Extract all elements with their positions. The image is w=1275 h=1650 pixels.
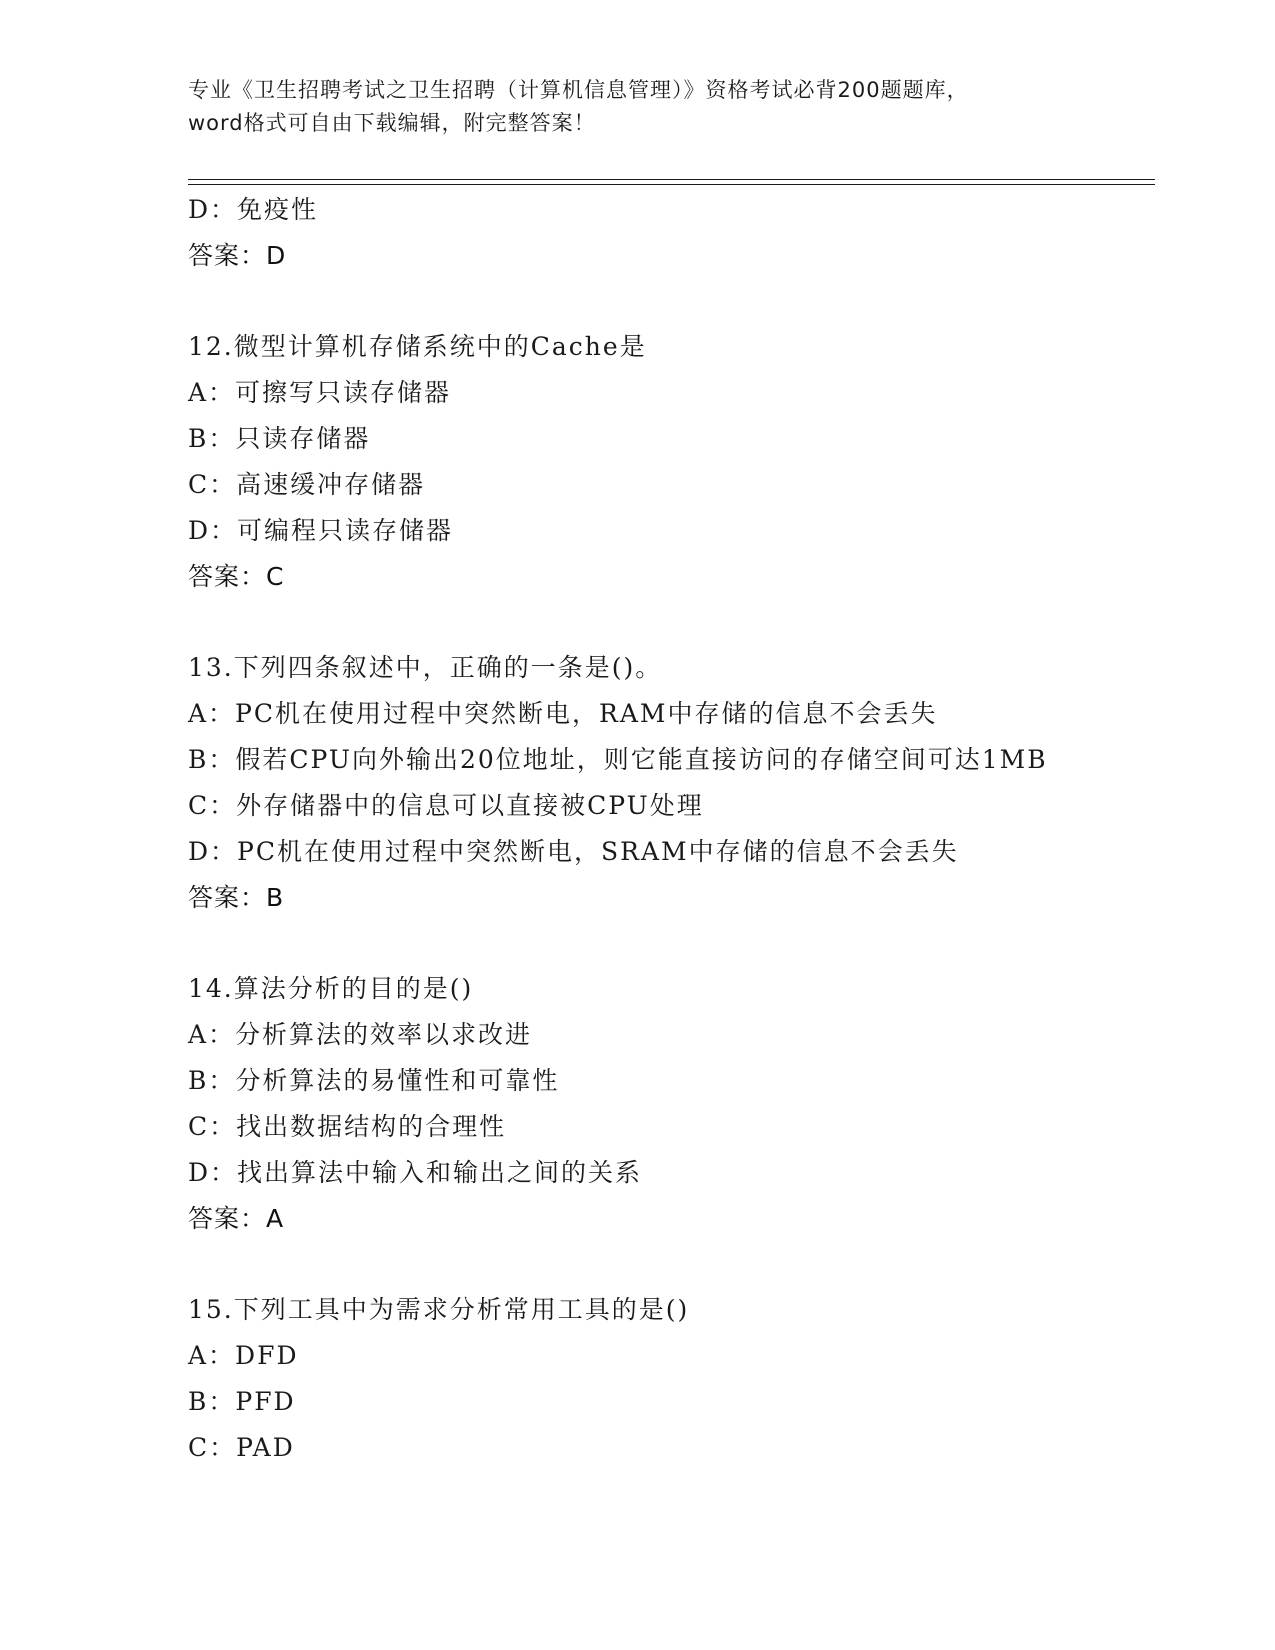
spacer — [188, 600, 1148, 645]
document-header — [188, 74, 1088, 140]
question-12-answer: 答案：C — [188, 562, 285, 591]
question-13-option-a: A：PC机在使用过程中突然断电，RAM中存储的信息不会丢失 — [188, 699, 938, 728]
question-14-option-c: C：找出数据结构的合理性 — [188, 1112, 507, 1141]
question-12-option-b: B：只读存储器 — [188, 424, 371, 453]
question-15-option-b: B：PFD — [188, 1387, 296, 1416]
question-14-stem: 14.算法分析的目的是() — [188, 974, 474, 1003]
question-14-option-b: B：分析算法的易懂性和可靠性 — [188, 1066, 560, 1095]
header-title-line-1: 专业《卫生招聘考试之卫生招聘（计算机信息管理）》资格考试必背200题题库， — [188, 78, 969, 102]
question-15-option-c: C：PAD — [188, 1433, 295, 1462]
question-13-answer: 答案：B — [188, 883, 285, 912]
question-14 — [188, 966, 1148, 1242]
question-14-option-a: A：分析算法的效率以求改进 — [188, 1020, 533, 1049]
question-12-option-c: C：高速缓冲存储器 — [188, 470, 426, 499]
question-11-tail — [188, 187, 1148, 279]
question-15-stem: 15.下列工具中为需求分析常用工具的是() — [188, 1295, 690, 1324]
question-12-option-a: A：可擦写只读存储器 — [188, 378, 452, 407]
header-divider-top — [188, 179, 1155, 180]
header-title-line-2: word格式可自由下载编辑，附完整答案！ — [188, 111, 596, 135]
question-15 — [188, 1287, 1148, 1471]
question-13-option-b: B：假若CPU向外输出20位地址，则它能直接访问的存储空间可达1MB — [188, 745, 1048, 774]
spacer — [188, 279, 1148, 324]
question-14-answer: 答案：A — [188, 1204, 285, 1233]
spacer — [188, 921, 1148, 966]
spacer — [188, 1242, 1148, 1287]
question-14-option-d: D：找出算法中输入和输出之间的关系 — [188, 1158, 643, 1187]
header-divider-bottom — [188, 184, 1155, 185]
question-13-option-d: D：PC机在使用过程中突然断电，SRAM中存储的信息不会丢失 — [188, 837, 959, 866]
question-12-option-d: D：可编程只读存储器 — [188, 516, 454, 545]
document-body — [188, 187, 1148, 1471]
question-11-answer: 答案：D — [188, 241, 287, 270]
question-15-option-a: A：DFD — [188, 1341, 299, 1370]
question-13-stem: 13.下列四条叙述中，正确的一条是()。 — [188, 653, 663, 682]
question-12 — [188, 324, 1148, 600]
question-13-option-c: C：外存储器中的信息可以直接被CPU处理 — [188, 791, 704, 820]
question-12-stem: 12.微型计算机存储系统中的Cache是 — [188, 332, 647, 361]
question-13 — [188, 645, 1148, 921]
question-11-option-d: D：免疫性 — [188, 195, 319, 224]
